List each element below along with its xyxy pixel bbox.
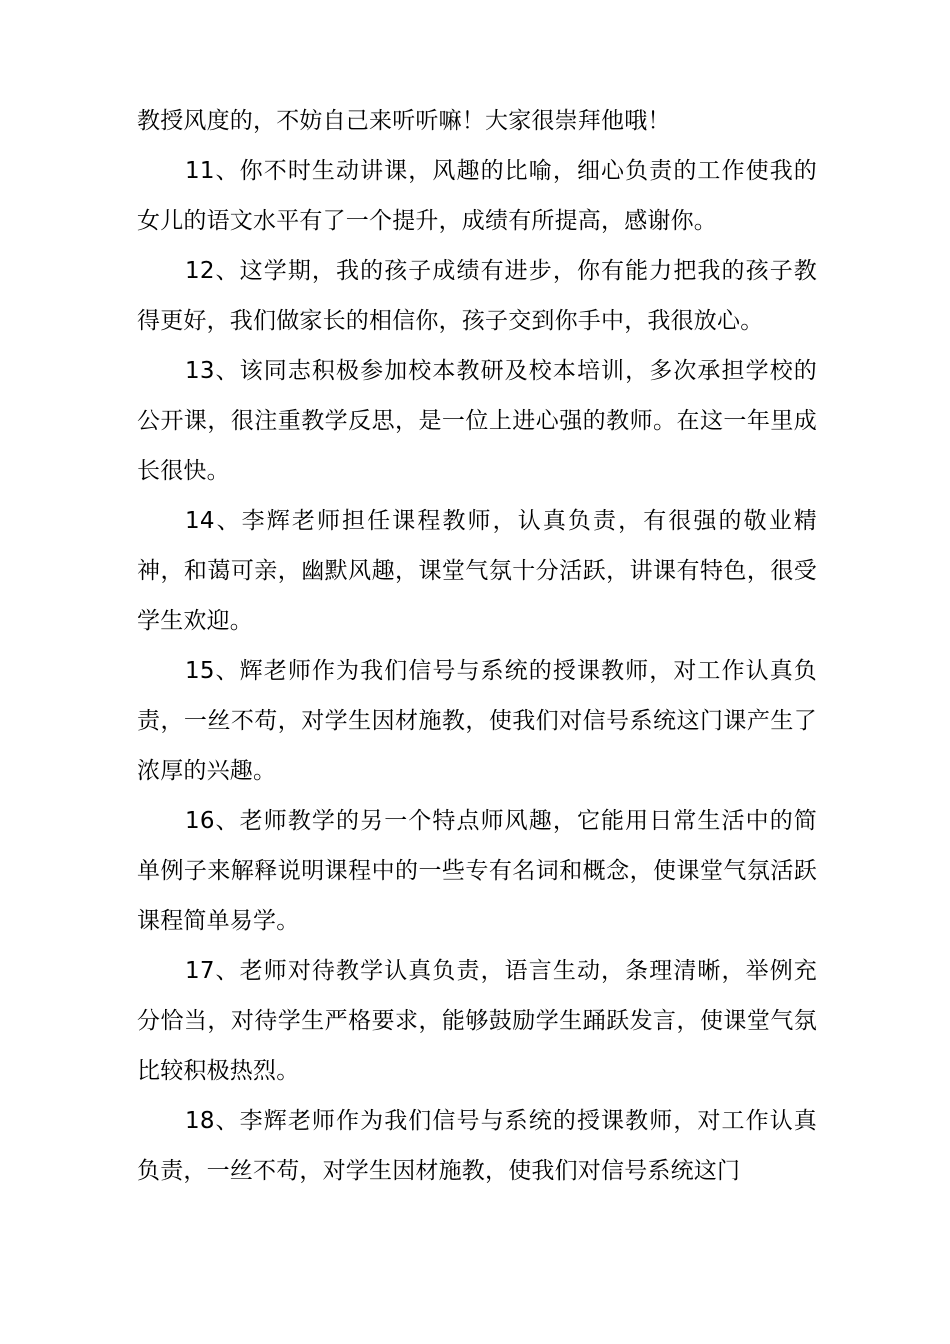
paragraph-item-15: 15、辉老师作为我们信号与系统的授课教师，对工作认真负责，一丝不苟，对学生因材施教，使我们对信号系统这门课产生了浓厚的兴趣。 [137, 658, 817, 784]
paragraph-item-16: 16、老师教学的另一个特点师风趣，它能用日常生活中的简单例子来解释说明课程中的一些专有名词和概念，使课堂气氛活跃课程简单易学。 [137, 808, 817, 934]
paragraph-item-18: 18、李辉老师作为我们信号与系统的授课教师，对工作认真负责，一丝不苟，对学生因材施教，使我们对信号系统这门 [137, 1108, 817, 1184]
paragraph-item-12: 12、这学期，我的孩子成绩有进步，你有能力把我的孩子教得更好，我们做家长的相信你，孩子交到你手中，我很放心。 [137, 258, 817, 334]
paragraph-item-14: 14、李辉老师担任课程教师，认真负责，有很强的敬业精神，和蔼可亲，幽默风趣，课堂气氛十分活跃，讲课有特色，很受学生欢迎。 [137, 508, 817, 634]
paragraph-continuation: 教授风度的，不妨自己来听听嘛！大家很崇拜他哦！ [137, 108, 671, 134]
paragraph-item-17: 17、老师对待教学认真负责，语言生动，条理清晰，举例充分恰当，对待学生严格要求，能够鼓励学生踊跃发言，使课堂气氛比较积极热烈。 [137, 958, 817, 1084]
document-body [137, 96, 817, 1196]
paragraph-item-13: 13、该同志积极参加校本教研及校本培训，多次承担学校的公开课，很注重教学反思，是一位上进心强的教师。在这一年里成长很快。 [137, 358, 817, 484]
paragraph-item-11: 11、你不时生动讲课，风趣的比喻，细心负责的工作使我的女儿的语文水平有了一个提升，成绩有所提高，感谢你。 [137, 158, 817, 234]
